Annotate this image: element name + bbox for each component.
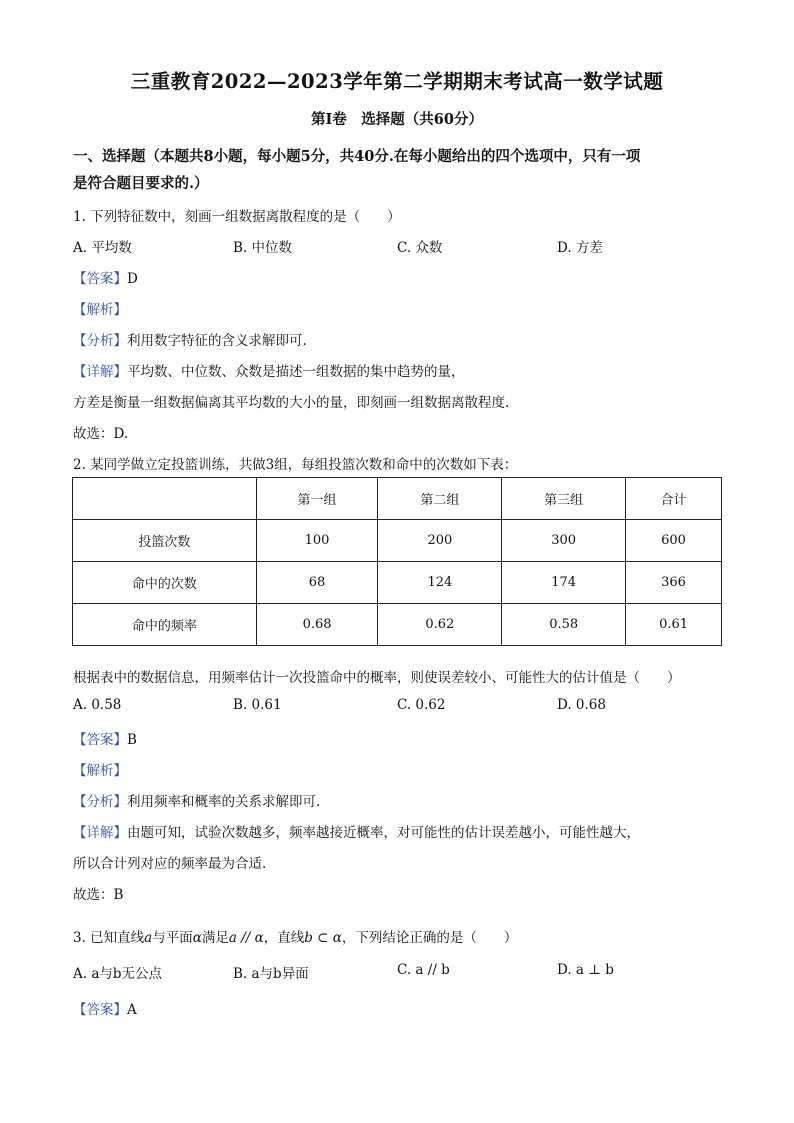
- table-cell: 124: [378, 562, 502, 604]
- table-header-cell: 第一组: [256, 478, 378, 520]
- q2-stem2: 根据表中的数据信息，用频率估计一次投篮命中的概率，则使误差较小、可能性大的估计值是（ ）: [73, 670, 681, 686]
- q2-answer-value: B: [127, 732, 137, 748]
- q2-option-c: C. 0.62: [397, 697, 446, 713]
- q1-answer-value: D: [127, 271, 138, 287]
- section-heading-line2: 是符合题目要求的.）: [73, 175, 209, 192]
- q3-stem-part: 3. 已知直线: [73, 930, 145, 946]
- q2-answer: [73, 728, 137, 748]
- q2-xiangjie-text1: 由题可知，试验次数越多，频率越接近概率，对可能性的估计误差越小，可能性越大，: [127, 825, 640, 841]
- q1-xiangjie-text2: 方差是衡量一组数据偏离其平均数的大小的量，即刻画一组数据离散程度.: [73, 395, 510, 411]
- q3-stem: [73, 926, 517, 946]
- q3-stem-part: ，直线: [263, 930, 305, 946]
- table-cell: 0.68: [256, 604, 378, 646]
- q1-answer: [73, 267, 138, 287]
- q1-stem: 1. 下列特征数中，刻画一组数据离散程度的是（ ）: [73, 209, 401, 225]
- section-heading-line1: 一、选择题（本题共8小题，每小题5分，共40分.在每小题给出的四个选项中，只有一项: [73, 148, 641, 165]
- q3-option-d: D. a ⊥ b: [557, 962, 614, 978]
- fenxi-tag: 【分析】: [73, 794, 127, 810]
- q2-analysis-tag: 【解析】: [73, 763, 127, 779]
- table-cell: 命中的频率: [73, 604, 257, 646]
- q2-fenxi: [73, 790, 320, 810]
- math-expression: b ⊂ α: [304, 930, 342, 946]
- table-cell: 366: [626, 562, 722, 604]
- q1-option-c: C. 众数: [397, 240, 443, 256]
- math-symbol: a: [144, 930, 153, 946]
- q2-xiangjie: [73, 821, 640, 841]
- q3-answer: [73, 998, 137, 1018]
- q2-xiangjie-text2: 所以合计列对应的频率最为合适.: [73, 856, 267, 872]
- page-subtitle: 第Ⅰ卷 选择题（共60分）: [311, 111, 483, 128]
- table-cell: 0.62: [378, 604, 502, 646]
- table-cell: 0.58: [502, 604, 626, 646]
- q2-option-a: A. 0.58: [73, 697, 122, 713]
- table-header-cell: 合计: [626, 478, 722, 520]
- q3-stem-part: 满足: [201, 930, 229, 946]
- table-cell: 300: [502, 520, 626, 562]
- q1-analysis-tag: 【解析】: [73, 302, 127, 318]
- table-cell: 200: [378, 520, 502, 562]
- q1-fenxi: [73, 329, 307, 349]
- answer-tag: 【答案】: [73, 271, 127, 287]
- q3-option-b: B. a与b异面: [233, 966, 309, 982]
- fenxi-tag: 【分析】: [73, 333, 127, 349]
- q3-stem-part: ，下列结论正确的是（ ）: [341, 930, 518, 946]
- answer-tag: 【答案】: [73, 1002, 127, 1018]
- q3-answer-value: A: [127, 1002, 137, 1018]
- table-row: [73, 520, 722, 562]
- table-cell: 100: [256, 520, 378, 562]
- table-cell: 0.61: [626, 604, 722, 646]
- q1-option-b: B. 中位数: [233, 240, 293, 256]
- q1-xiangjie-text1: 平均数、中位数、众数是描述一组数据的集中趋势的量，: [127, 364, 465, 380]
- q3-option-a: A. a与b无公点: [73, 966, 163, 982]
- q2-fenxi-text: 利用频率和概率的关系求解即可.: [127, 794, 321, 810]
- xiangjie-tag: 【详解】: [73, 364, 127, 380]
- table-cell: 68: [256, 562, 378, 604]
- xiangjie-tag: 【详解】: [73, 825, 127, 841]
- q2-option-b: B. 0.61: [233, 697, 282, 713]
- q3-stem-part: 与平面: [152, 930, 193, 946]
- table-cell: 174: [502, 562, 626, 604]
- math-symbol: α: [192, 930, 202, 946]
- q1-option-d: D. 方差: [557, 240, 603, 256]
- table-cell: 600: [626, 520, 722, 562]
- table-row: [73, 604, 722, 646]
- q1-choose: 故选：D.: [73, 426, 129, 442]
- math-expression: a // α: [228, 930, 264, 946]
- q1-option-a: A. 平均数: [73, 240, 132, 256]
- page-title: 三重教育2022—2023学年第二学期期末考试高一数学试题: [130, 70, 664, 93]
- answer-tag: 【答案】: [73, 732, 127, 748]
- table-cell: 投篮次数: [73, 520, 257, 562]
- table-cell: 命中的次数: [73, 562, 257, 604]
- q1-xiangjie: [73, 360, 465, 380]
- table-row: [73, 562, 722, 604]
- q1-fenxi-text: 利用数字特征的含义求解即可.: [127, 333, 307, 349]
- q2-stem: 2. 某同学做立定投篮训练，共做3组，每组投篮次数和命中的次数如下表：: [73, 457, 518, 473]
- q2-option-d: D. 0.68: [557, 697, 606, 713]
- q2-data-table: [72, 477, 722, 646]
- table-header-cell: 第二组: [378, 478, 502, 520]
- q2-choose: 故选：B: [73, 887, 124, 903]
- table-row: [73, 478, 722, 520]
- q3-option-c: C. a // b: [397, 962, 450, 978]
- table-header-cell: [73, 478, 257, 520]
- table-header-cell: 第三组: [502, 478, 626, 520]
